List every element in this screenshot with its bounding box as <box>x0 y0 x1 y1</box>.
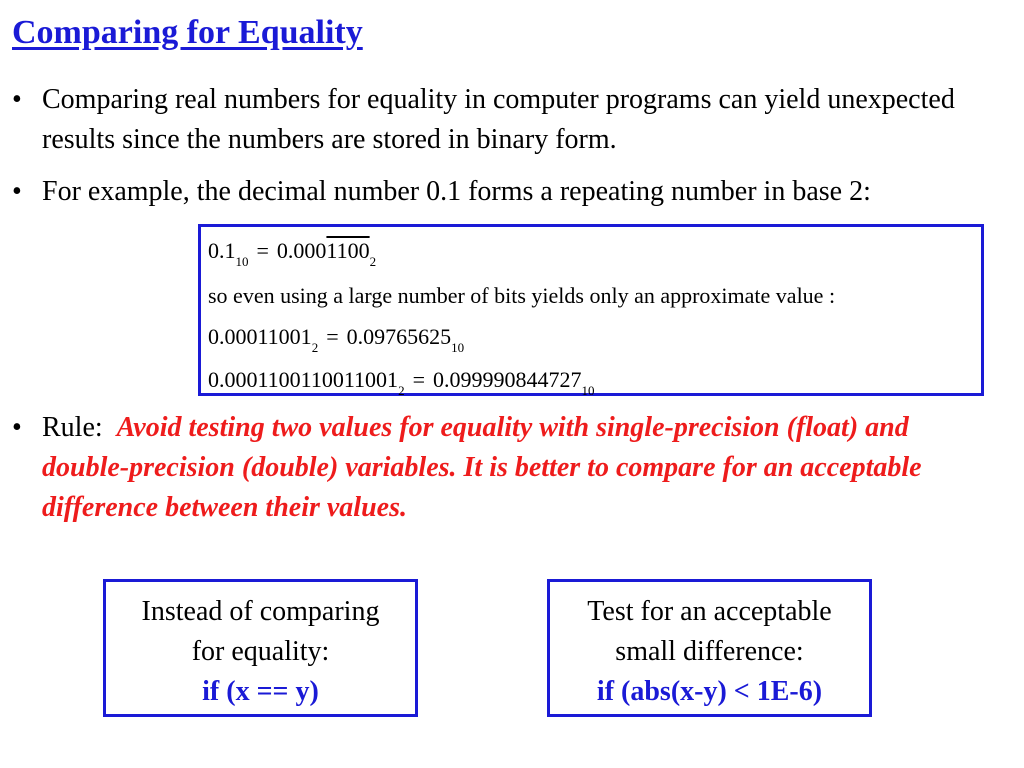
box-line: for equality: <box>191 636 330 667</box>
bullet-text <box>42 408 962 528</box>
box-line: Instead of comparing <box>141 596 380 627</box>
eq-lhs-sub: 10 <box>235 254 249 269</box>
eq-lhs: 0.0001100110011001 <box>208 367 399 392</box>
bullet-text: Comparing real numbers for equality in computer programs can yield unexpected results since the numbers are stored in binary form. <box>42 84 955 155</box>
eq-repeating-digits: 1100 <box>326 238 370 263</box>
eq-rhs-sub: 10 <box>581 383 595 398</box>
code-snippet: if (abs(x-y) < 1E-6) <box>596 676 823 707</box>
equation-box <box>198 224 984 396</box>
rule-text: Avoid testing two values for equality with single-precision (float) and double-precision (double) variables. It is better to compare for an acceptable difference between their values. <box>42 412 922 523</box>
eq-lhs-sub: 2 <box>398 383 405 398</box>
equation-line-repeating <box>208 238 377 269</box>
box-line: Test for an acceptable <box>587 596 832 627</box>
eq-rhs: 0.000 <box>276 238 327 263</box>
rule-label: Rule: <box>42 412 103 443</box>
code-snippet: if (x == y) <box>202 676 319 707</box>
bullet-dot: • <box>12 84 22 115</box>
eq-equals: = <box>412 367 425 392</box>
slide-title: Comparing for Equality <box>12 14 363 51</box>
equation-line-8bit <box>208 324 465 355</box>
equation-line-note: so even using a large number of bits yields only an approximate value : <box>208 283 836 308</box>
eq-equals: = <box>256 238 269 263</box>
eq-rhs: 0.09765625 <box>346 324 452 349</box>
equation-line-16bit <box>208 367 595 398</box>
box-line: small difference: <box>615 636 804 667</box>
eq-rhs: 0.099990844727 <box>432 367 582 392</box>
eq-lhs: 0.1 <box>208 238 236 263</box>
eq-rhs-sub: 10 <box>451 340 465 355</box>
equality-comparison-box <box>103 579 418 717</box>
eq-lhs-sub: 2 <box>311 340 319 355</box>
bullet-text: For example, the decimal number 0.1 forms a repeating number in base 2: <box>42 176 871 207</box>
bullet-dot: • <box>12 176 22 207</box>
eq-equals: = <box>326 324 339 349</box>
eq-lhs: 0.00011001 <box>208 324 312 349</box>
eq-rhs-sub: 2 <box>369 254 377 269</box>
bullet-dot: • <box>12 412 22 443</box>
difference-comparison-box <box>547 579 872 717</box>
